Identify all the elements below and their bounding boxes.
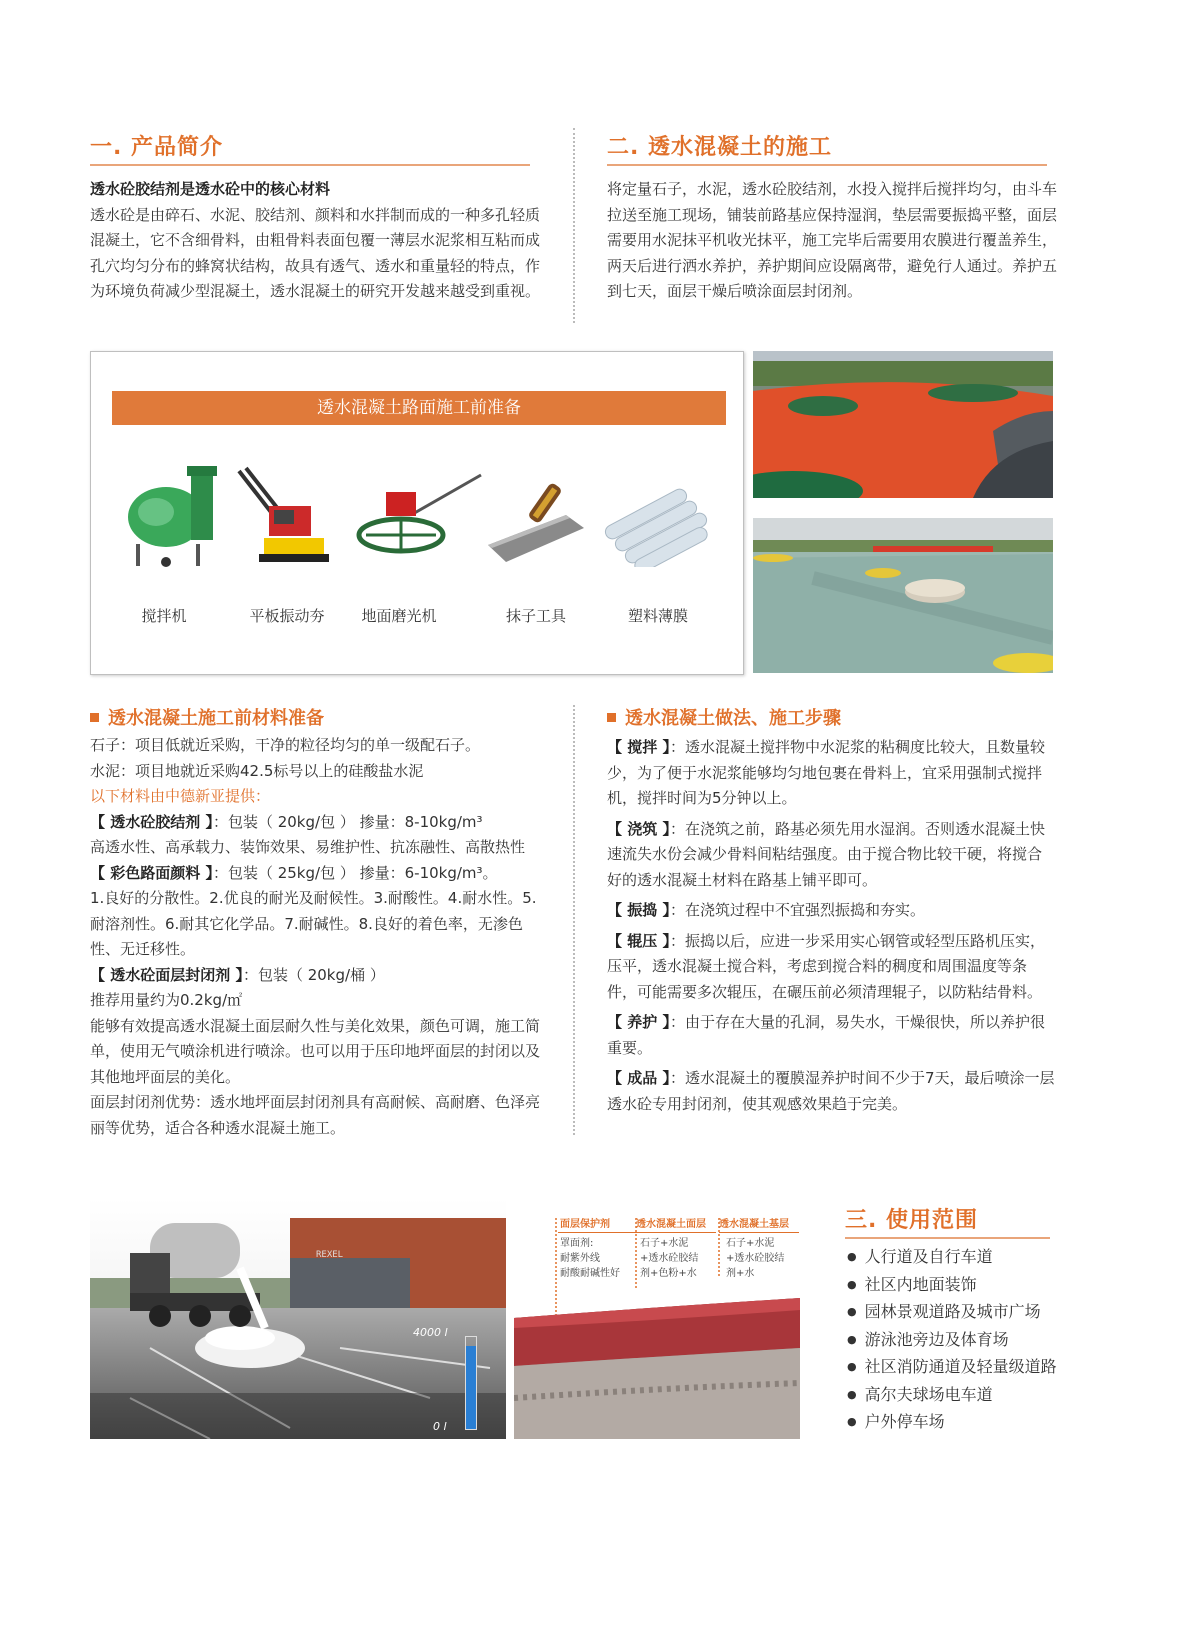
prep-panel bbox=[90, 351, 744, 675]
step-text: ：振捣以后，应进一步采用实心钢管或轻型压路机压实，压平，透水混凝土搅合料，考虑到搅合料的稠度和周围温度等条件，可能需要多次辊压，在碾压前必须清理辊子，以防粘结骨料。 bbox=[607, 931, 1045, 1001]
step-text: ：透水混凝土的覆膜湿养护时间不少于7天，最后喷涂一层透水砼专用封闭剂，使其观感效果趋于完美。 bbox=[607, 1069, 1055, 1113]
step-item bbox=[607, 898, 1055, 924]
step-text: ：在浇筑过程中不宜强烈振捣和夯实。 bbox=[669, 901, 925, 919]
layer-text: 石子+水泥 bbox=[726, 1238, 775, 1249]
materials-supplier-note: 以下材料由中德新亚提供： bbox=[90, 787, 271, 805]
layer-cross-section bbox=[514, 1198, 800, 1439]
tool-label: 抹子工具 bbox=[505, 607, 566, 625]
tool-label: 平板振动夯 bbox=[249, 607, 325, 625]
layer-header: 透水混凝土基层 bbox=[719, 1219, 789, 1230]
construction-title: 二. 透水混凝土的施工 bbox=[607, 135, 833, 160]
sealer-head: 【 透水砼面层封闭剂 】 bbox=[90, 965, 243, 984]
usage-title: 三. 使用范围 bbox=[845, 1208, 979, 1233]
intro-lead: 透水砼胶结剂是透水砼中的核心材料 bbox=[90, 180, 331, 198]
step-head: 【 浇筑 】 bbox=[607, 819, 670, 838]
step-text: ：在浇筑之前，路基必须先用水湿润。否则透水混凝土快速流失水份会减少骨料间粘结强度。由于搅合物比较干硬，将搅合好的透水混凝土材料在路基上铺平即可。 bbox=[607, 819, 1045, 889]
step-item bbox=[607, 735, 1055, 812]
building-sign: REXEL bbox=[316, 1250, 344, 1260]
tool-label: 塑料薄膜 bbox=[627, 607, 688, 625]
materials-text bbox=[90, 733, 545, 1141]
layer-text: 剂+色粉+水 bbox=[640, 1268, 697, 1279]
step-head: 【 养护 】 bbox=[607, 1013, 670, 1031]
step-head: 【 辊压 】 bbox=[607, 931, 670, 950]
usage-item: ● 社区内地面装饰 bbox=[847, 1271, 1057, 1299]
truck-scene-illustration bbox=[90, 1198, 506, 1439]
pigment-spec: ：包装（ 25kg/包 ） 掺量：6-10kg/m³。 bbox=[212, 863, 498, 882]
sealer-advantage: 面层封闭剂优势：透水地坪面层封闭剂具有高耐候、高耐磨、色泽亮丽等优势，适合各种透水混凝土施工。 bbox=[90, 1093, 541, 1137]
truck-water-test-photo bbox=[90, 1198, 506, 1439]
hand-trowel-icon bbox=[486, 470, 596, 570]
step-item bbox=[607, 929, 1055, 1006]
step-text: ：透水混凝土搅拌物中水泥浆的粘稠度比较大，且数量较少，为了便于水泥浆能够均匀地包裹在骨料上，宜采用强制式搅拌机，搅拌时间为5分钟以上。 bbox=[607, 738, 1045, 807]
tool-label: 地面磨光机 bbox=[361, 607, 437, 625]
usage-item: ● 户外停车场 bbox=[847, 1408, 1057, 1436]
plastic-film-rolls-icon bbox=[596, 477, 716, 567]
step-head: 【 搅拌 】 bbox=[607, 738, 670, 756]
layer-text: 罩面剂: bbox=[560, 1238, 594, 1249]
usage-item: ● 园林景观道路及城市广场 bbox=[847, 1298, 1057, 1326]
sealer-desc: 能够有效提高透水混凝土面层耐久性与美化效果，颜色可调，施工简单，使用无气喷涂机进行喷涂。也可以用于压印地坪面层的封闭以及其他地坪面层的美化。 bbox=[90, 1016, 541, 1086]
layer-text: +透水砼胶结 bbox=[726, 1253, 785, 1264]
column-divider-middle bbox=[573, 705, 575, 1135]
pigment-head: 【 彩色路面颜料 】 bbox=[90, 863, 213, 882]
water-gauge bbox=[465, 1336, 477, 1430]
steps-list bbox=[607, 735, 1055, 1117]
concrete-mixer-icon bbox=[121, 462, 221, 572]
gauge-bottom-label: 0 l bbox=[433, 1420, 447, 1433]
materials-title bbox=[90, 704, 324, 730]
usage-item: ● 社区消防通道及轻量级道路 bbox=[847, 1353, 1057, 1381]
usage-item: ● 游泳池旁边及体育场 bbox=[847, 1326, 1057, 1354]
layer-text: 耐酸耐碱性好 bbox=[560, 1268, 620, 1279]
layer-structure-diagram bbox=[514, 1198, 800, 1439]
red-pavement-photo bbox=[753, 351, 1053, 498]
step-head: 【 振捣 】 bbox=[607, 901, 670, 919]
construction-text: 将定量石子，水泥，透水砼胶结剂，水投入搅拌后搅拌均匀，由斗车拉送至施工现场，铺装前路基应保持湿润，垫层需要振捣平整，面层需要用水泥抹平机收光抹平，施工完毕后需要用农膜进行覆盖养生，两天后进行洒水养护，养护期间应设隔离带，避免行人通过。养护五到七天，面层干燥后喷涂面层封闭剂。 bbox=[607, 180, 1058, 300]
step-item bbox=[607, 1010, 1055, 1061]
materials-stone: 石子：项目低就近采购，干净的粒径均匀的单一级配石子。 bbox=[90, 736, 481, 754]
layer-text: 剂+水 bbox=[726, 1268, 755, 1279]
steps-title bbox=[607, 704, 841, 730]
square-bullet-icon bbox=[607, 713, 616, 722]
layer-header: 透水混凝土面层 bbox=[636, 1219, 706, 1230]
materials-cement: 水泥：项目地就近采购42.5标号以上的硅酸盐水泥 bbox=[90, 761, 424, 780]
layer-text: 石子+水泥 bbox=[640, 1238, 689, 1249]
column-divider-top bbox=[573, 128, 575, 323]
materials-title-text: 透水混凝土施工前材料准备 bbox=[108, 708, 324, 729]
prep-banner: 透水混凝土路面施工前准备 bbox=[112, 391, 726, 425]
intro-title-underline bbox=[90, 164, 530, 166]
binder-head: 【 透水砼胶结剂 】 bbox=[90, 812, 213, 831]
construction-title-underline bbox=[607, 164, 1047, 166]
usage-title-underline bbox=[845, 1237, 1050, 1239]
step-item bbox=[607, 1066, 1055, 1117]
intro-title: 一. 产品简介 bbox=[90, 135, 224, 160]
sealer-spec: ：包装（ 20kg/桶 ） bbox=[242, 965, 385, 984]
usage-list bbox=[847, 1243, 1057, 1436]
square-bullet-icon bbox=[90, 713, 99, 722]
steps-title-text: 透水混凝土做法、施工步骤 bbox=[625, 708, 841, 729]
power-trowel-icon bbox=[356, 470, 486, 570]
layer-header: 面层保护剂 bbox=[560, 1219, 610, 1230]
usage-item: ● 人行道及自行车道 bbox=[847, 1243, 1057, 1271]
water-gauge-fill bbox=[466, 1346, 476, 1429]
plate-compactor-icon bbox=[234, 466, 334, 576]
step-head: 【 成品 】 bbox=[607, 1069, 670, 1087]
intro-body: 透水砼是由碎石、水泥、胶结剂、颜料和水拌制而成的一种多孔轻质混凝土，它不含细骨料，由粗骨料表面包覆一薄层水泥浆相互粘而成孔穴均匀分布的蜂窝状结构，故具有透气、透水和重量轻的特点，作为环境负荷减少型混凝土，透水混凝土的研究开发越来越受到重视。 bbox=[90, 205, 541, 300]
green-pavement-photo bbox=[753, 518, 1053, 673]
binder-spec: ：包装（ 20kg/包 ） 掺量：8-10kg/m³ bbox=[212, 812, 483, 831]
layer-text: +透水砼胶结 bbox=[640, 1253, 699, 1264]
step-text: ：由于存在大量的孔洞，易失水，干燥很快，所以养护很重要。 bbox=[607, 1013, 1045, 1057]
sealer-dosage: 推荐用量约为0.2kg/㎡ bbox=[90, 991, 243, 1009]
layer-text: 耐紫外线 bbox=[560, 1253, 600, 1264]
step-item bbox=[607, 817, 1055, 894]
intro-text bbox=[90, 177, 545, 305]
gauge-top-label: 4000 l bbox=[413, 1326, 448, 1339]
pigment-desc: 1.良好的分散性。2.优良的耐光及耐候性。3.耐酸性。4.耐水性。5.耐溶剂性。6.耐其它化学品。7.耐碱性。8.良好的着色率，无渗色性、无迁移性。 bbox=[90, 889, 537, 958]
tool-label: 搅拌机 bbox=[141, 607, 187, 625]
binder-desc: 高透水性、高承载力、装饰效果、易维护性、抗冻融性、高散热性 bbox=[90, 838, 526, 856]
usage-item: ● 高尔夫球场电车道 bbox=[847, 1381, 1057, 1409]
